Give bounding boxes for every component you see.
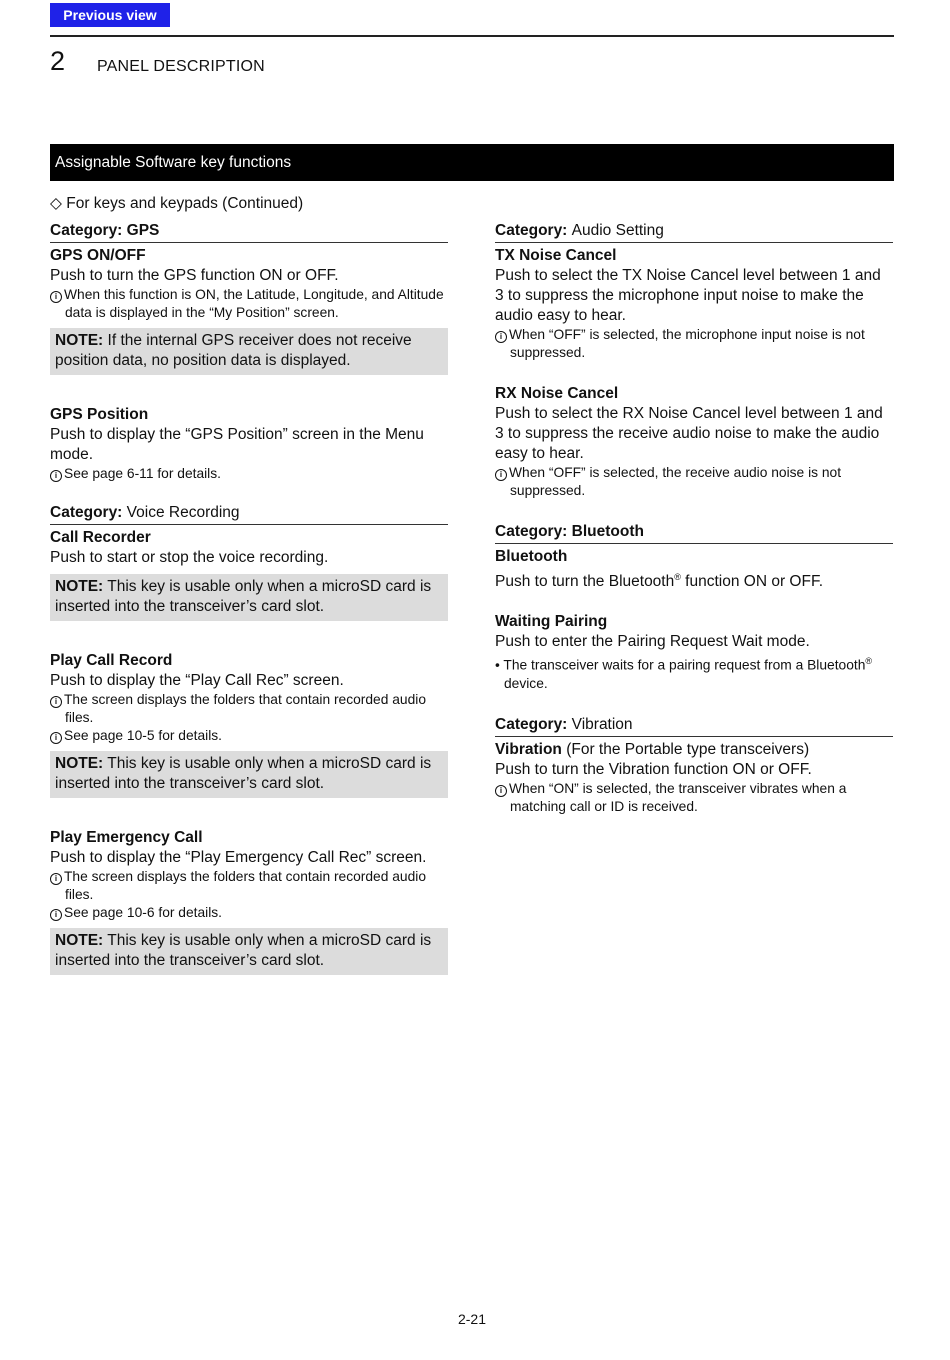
item-title-play-call-record: Play Call Record [50,652,173,669]
item-desc-rx-noise-cancel: Push to select the RX Noise Cancel level between 1 and 3 to suppress the receive audio noise to make the audio easy to hear. [495,405,883,462]
item-title-waiting-pairing: Waiting Pairing [495,613,608,631]
info-icon: i [50,291,62,303]
info-icon: i [50,873,62,885]
note-box: NOTE: This key is usable only when a microSD card is inserted into the transceiver’s card slot. [50,928,448,975]
info-note: i See page 10-6 for details. [50,904,448,922]
section-subtitle [50,194,303,213]
category-heading-gps: Category: GPS [50,221,448,243]
item-title-call-recorder: Call Recorder [50,529,151,546]
category-heading-voice-recording: Category: Voice Recording [50,503,448,525]
bullet-note: • The transceiver waits for a pairing request from a Bluetooth® device. [495,656,873,691]
item-desc-tx-noise-cancel: Push to select the TX Noise Cancel level between 1 and 3 to suppress the microphone input noise to make the audio easy to hear. [495,267,881,324]
page-number: 2-21 [457,1311,487,1327]
info-note: i The screen displays the folders that contain recorded audio files. [50,868,448,904]
info-icon: i [495,469,507,481]
item-title-gps-position: GPS Position [50,406,149,423]
item-title-bluetooth: Bluetooth [495,548,568,565]
item-desc-call-recorder: Push to start or stop the voice recording. [50,549,329,566]
item-title-gps-onoff: GPS ON/OFF [50,247,146,264]
info-icon: i [50,909,62,921]
section-title-bar: Assignable Software key functions [50,144,894,181]
item-desc-play-call-record: Push to display the “Play Call Rec” screen. [50,672,344,689]
item-desc-waiting-pairing: Push to enter the Pairing Request Wait mode. [495,633,810,651]
note-box: NOTE: This key is usable only when a microSD card is inserted into the transceiver’s card slot. [50,751,448,798]
item-title-vibration: Vibration (For the Portable type transceivers) [495,740,810,758]
info-note: i When “OFF” is selected, the receive audio noise is not suppressed. [495,464,893,500]
info-icon: i [50,470,62,482]
info-icon: i [495,331,507,343]
info-note: i See page 10-5 for details. [50,727,448,745]
category-heading-vibration: Category: Vibration [495,715,893,737]
item-title-tx-noise-cancel: TX Noise Cancel [495,247,617,264]
item-title-play-emergency-call: Play Emergency Call [50,829,203,846]
info-icon: i [50,696,62,708]
item-title-rx-noise-cancel: RX Noise Cancel [495,385,619,402]
info-icon: i [50,732,62,744]
chapter-number: 2 [50,46,66,76]
item-desc-bluetooth: Push to turn the Bluetooth® function ON or OFF. [495,572,824,591]
right-column [495,221,893,816]
left-column [50,221,448,975]
chapter-title: PANEL DESCRIPTION [97,58,265,75]
info-note: i The screen displays the folders that contain recorded audio files. [50,691,448,727]
info-icon: i [495,785,507,797]
item-desc-vibration: Push to turn the Vibration function ON or OFF. [495,760,812,778]
info-note: i When “OFF” is selected, the microphone input noise is not suppressed. [495,326,893,362]
category-heading-bluetooth: Category: Bluetooth [495,522,893,544]
note-box: NOTE: If the internal GPS receiver does not receive position data, no position data is displayed. [50,328,448,375]
header-rule [50,35,894,37]
subtitle-text: For keys and keypads (Continued) [66,195,304,212]
diamond-icon: ◇ [50,195,62,212]
info-note: i When this function is ON, the Latitude, Longitude, and Altitude data is displayed in the “My Position” screen. [50,286,448,322]
info-note: i See page 6-11 for details. [50,465,448,483]
category-heading-audio-setting: Category: Audio Setting [495,221,893,243]
item-desc-play-emergency-call: Push to display the “Play Emergency Call Rec” screen. [50,849,427,866]
info-note: i When “ON” is selected, the transceiver vibrates when a matching call or ID is received. [495,780,893,816]
item-desc-gps-onoff: Push to turn the GPS function ON or OFF. [50,267,339,284]
previous-view-button[interactable]: Previous view [50,3,170,27]
note-box: NOTE: This key is usable only when a microSD card is inserted into the transceiver’s card slot. [50,574,448,621]
item-desc-gps-position: Push to display the “GPS Position” screen in the Menu mode. [50,426,424,463]
